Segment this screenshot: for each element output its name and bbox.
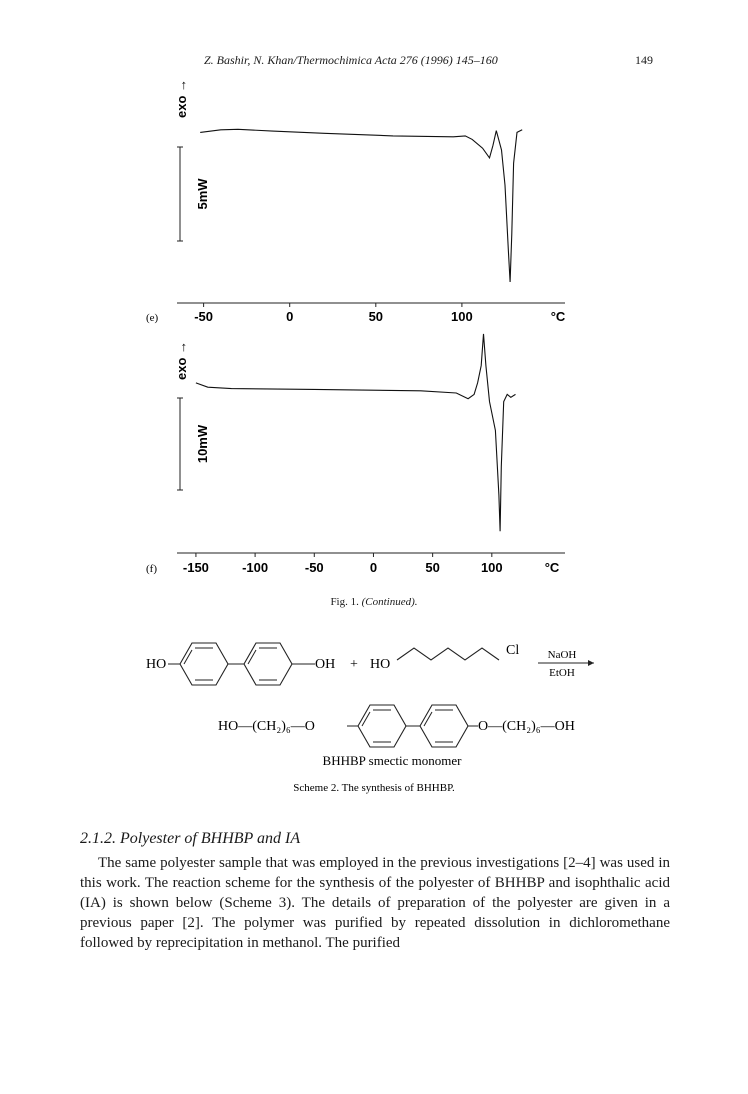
running-header: Z. Bashir, N. Khan/Thermochimica Acta 276 (1996) 145–160 [204, 53, 498, 67]
chain-ho: HO [370, 657, 391, 672]
panel-f-x-unit: °C [544, 560, 560, 575]
product-left-group: HO—(CH₂)₆—O [218, 719, 315, 734]
panel-f-exo-label: exo → [174, 340, 189, 380]
benzene-ring-1 [180, 643, 228, 685]
reagent-naoh: NaOH [547, 649, 577, 661]
panel-e-dsc-curve [200, 129, 522, 282]
panel-f-dsc-curve [196, 334, 516, 531]
reaction-scheme [0, 610, 748, 810]
panel-e-scale-label: 5mW [195, 178, 210, 210]
hexyl-chain [397, 648, 499, 660]
panel-f [146, 334, 565, 575]
figure-caption [0, 596, 748, 608]
reagent-etoh: EtOH [549, 667, 575, 679]
reaction-arrow-head [588, 660, 594, 666]
x-tick-label: 50 [368, 309, 384, 324]
figure-caption-prefix: Fig. 1. [330, 596, 359, 608]
x-tick-label: -50 [304, 560, 324, 575]
scheme-caption: Scheme 2. The synthesis of BHHBP. [293, 782, 455, 794]
product-benzene-ring-1 [358, 705, 406, 747]
x-tick-label: -150 [182, 560, 209, 575]
figure-caption-note: (Continued). [361, 596, 418, 608]
x-tick-label: 100 [480, 560, 503, 575]
reactant-ho: HO [146, 657, 167, 672]
x-tick-label: -50 [194, 309, 214, 324]
plus-sign: + [350, 657, 358, 672]
panel-e [146, 79, 566, 324]
section-heading: 2.1.2. Polyester of BHHBP and IA [80, 830, 301, 847]
panel-e-x-unit: °C [550, 309, 566, 324]
x-tick-label: 0 [369, 560, 378, 575]
page-number: 149 [635, 53, 653, 67]
x-tick-label: -100 [242, 560, 269, 575]
body-paragraph: The same polyester sample that was employed in the previous investigations [2–4] was used in this work. The reaction scheme for the synthesis of the polyester of BHHBP and isophthalic acid (IA) is shown below (Scheme 3). The details of preparation of the polyester are given in a previous paper [2]. The polymer was purified by repeated dissolution in dichloromethane followed by reprecipitation in methanol. The purified [80, 855, 670, 951]
benzene-ring-2 [244, 643, 292, 685]
product-name: BHHBP smectic monomer [322, 753, 462, 768]
reactant-oh: OH [315, 657, 336, 672]
product-right-group: O—(CH₂)₆—OH [478, 719, 575, 734]
panel-f-label: (f) [146, 563, 157, 575]
product-benzene-ring-2 [420, 705, 468, 747]
panel-e-label: (e) [146, 312, 159, 324]
x-tick-label: 50 [425, 560, 440, 575]
x-tick-label: 100 [451, 309, 473, 324]
panel-e-exo-label: exo → [174, 78, 189, 118]
panel-f-scale-label: 10mW [195, 424, 210, 464]
chain-cl: Cl [506, 643, 520, 658]
x-tick-label: 0 [286, 309, 294, 324]
